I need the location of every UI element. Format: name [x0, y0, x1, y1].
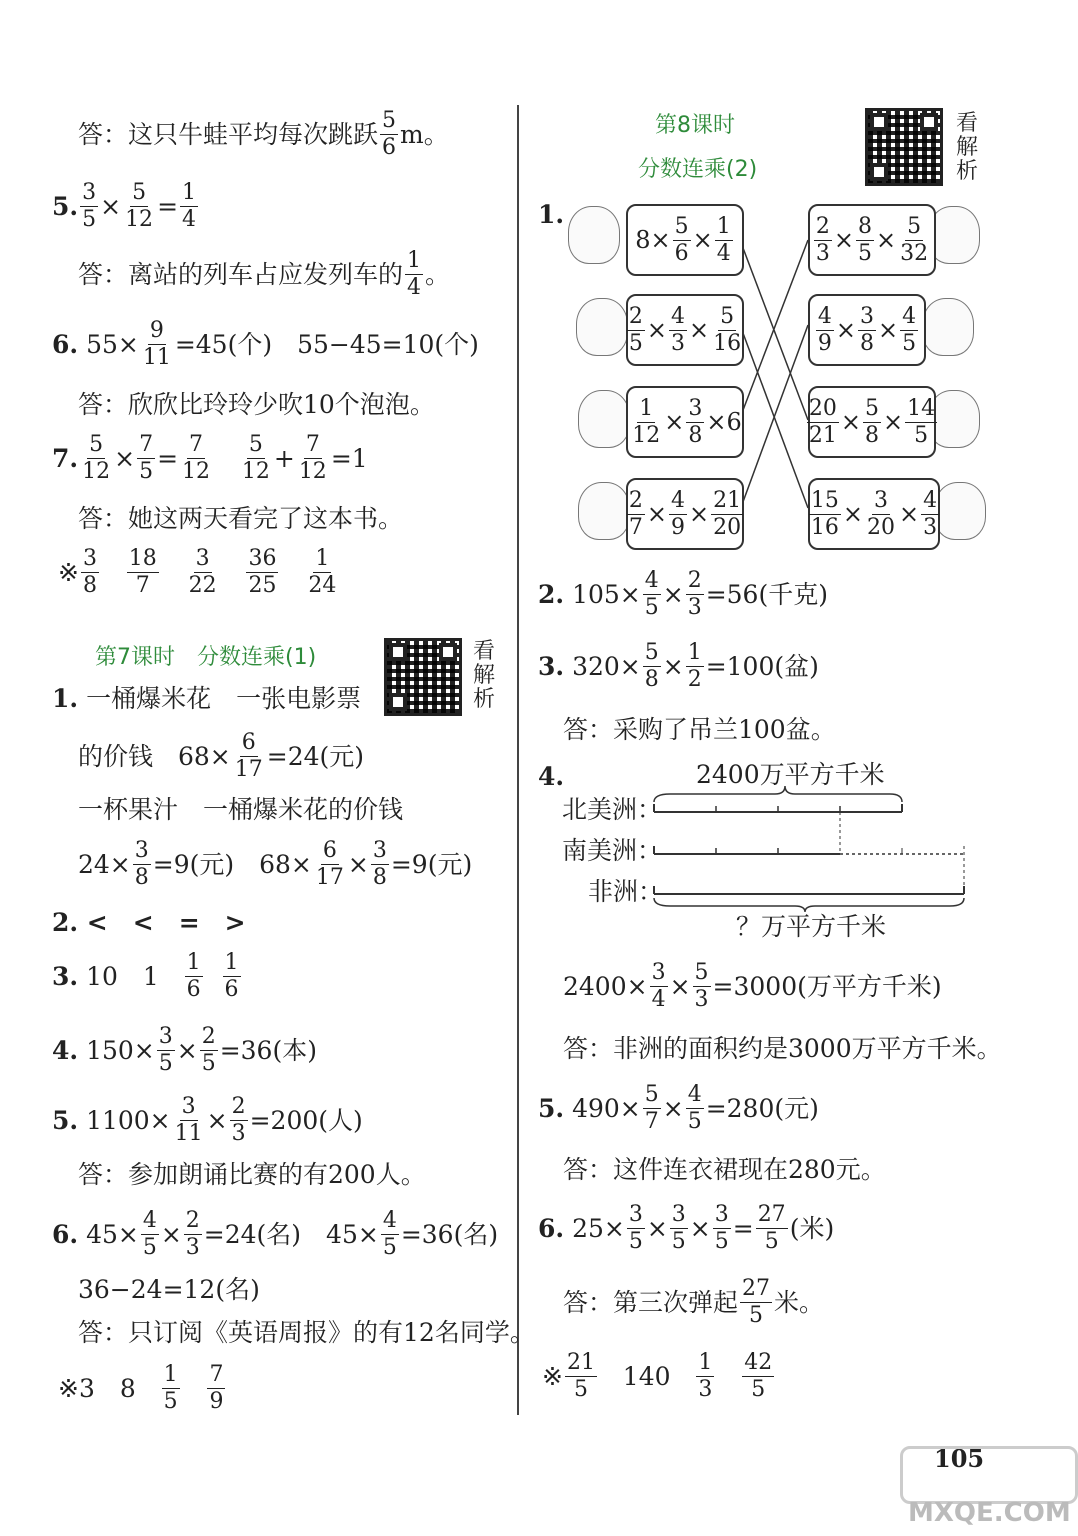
l7-q1-line2: 的价钱 68× $\frac{6}{17}$ =24(元) — [78, 730, 365, 782]
dog-icon — [578, 482, 630, 540]
l7-question-4: 4. 150× $\frac{3}{5}$ × $\frac{2}{5}$ =36(本) — [52, 1024, 317, 1076]
r-question-3: 3. 320× $\frac{5}{8}$ × $\frac{1}{2}$ =100(盆) — [538, 640, 819, 692]
diagram-top-label: 2400万平方千米 — [696, 760, 885, 789]
l7-question-1: 1. 一桶爆米花 一张电影票 — [52, 684, 362, 713]
answer-line: 答：第三次弹起 $\frac{27}{5}$ 米。 — [563, 1276, 825, 1328]
match-box-left[interactable]: $\frac{2}{7}$ × $\frac{4}{9}$ × $\frac{21}{20}$ — [626, 478, 744, 550]
diagram-bottom-label: ？万平方千米 — [736, 912, 887, 941]
match-box-left[interactable]: 8× $\frac{5}{6}$ × $\frac{1}{4}$ — [626, 204, 744, 276]
diagram-row-label: 南美洲： — [562, 836, 663, 865]
l7-q1-line4: 24× $\frac{3}{8}$ =9(元) 68× $\frac{6}{17}$ × $\frac{3}{8}$ =9(元) — [78, 838, 473, 890]
l7-star-answers: ※3 8 $\frac{1}{5}$ $\frac{7}{9}$ — [58, 1362, 224, 1414]
diagram-row-label: 非洲： — [588, 877, 664, 906]
lesson-7-title: 第7课时 分数连乘(1) — [95, 645, 317, 670]
answer-line: 答：非洲的面积约是3000万平方千米。 — [563, 1034, 1002, 1063]
sheep-icon — [576, 298, 628, 356]
l7-question-6: 6. 45× $\frac{4}{5}$ × $\frac{2}{3}$ =24(名) 45× $\frac{4}{5}$ =36(名) — [52, 1208, 499, 1260]
segment-diagram — [640, 782, 970, 912]
l7-question-2: 2. < < = > — [52, 908, 246, 937]
answer-line: 答：离站的列车占应发列车的 $\frac{1}{4}$ 。 — [78, 248, 451, 300]
cat-icon — [568, 206, 620, 264]
qr-code-icon[interactable] — [384, 638, 462, 716]
answer-line: 答：参加朗诵比赛的有200人。 — [78, 1160, 426, 1189]
l7-question-5: 5. 1100× $\frac{3}{11}$ × $\frac{2}{3}$ =200(人) — [52, 1094, 363, 1146]
page-number: 105 — [934, 1444, 985, 1473]
answer-line: 答：她这两天看完了这本书。 — [78, 504, 404, 533]
question-number: 4. — [538, 762, 565, 791]
question-6: 6. 55× $\frac{9}{11}$ =45(个) 55−45=10(个) — [52, 318, 479, 370]
qr-label: 看解析 — [472, 639, 495, 712]
answer-line: 答：欣欣比玲玲少吹10个泡泡。 — [78, 390, 435, 419]
l7-question-3: 3. 10 1 $\frac{1}{6}$ $\frac{1}{6}$ — [52, 950, 239, 1002]
match-box-left[interactable]: $\frac{1}{12}$ × $\frac{3}{8}$ ×6 — [626, 386, 744, 458]
watermark-text: MXQE.COM — [908, 1498, 1071, 1528]
answer-line: 答：采购了吊兰100盆。 — [563, 715, 836, 744]
lesson-8-subtitle: 分数连乘(2) — [638, 157, 758, 182]
r-q4-equation: 2400× $\frac{3}{4}$ × $\frac{5}{3}$ =3000(万平方千米) — [563, 960, 942, 1012]
diagram-row-label: 北美洲： — [562, 795, 663, 824]
lesson-8-title: 第8课时 — [655, 113, 735, 138]
duck-icon — [578, 390, 630, 448]
question-7: 7. $\frac{5}{12}$ × $\frac{7}{5}$ = $\frac{7}{12}$ $\frac{5}{12}$ + $\frac{7}{12}$ =1 — [52, 432, 368, 484]
answer-line: 答：只订阅《英语周报》的有12名同学。 — [78, 1318, 535, 1347]
l7-q1-line3: 一杯果汁 一桶爆米花的价钱 — [78, 795, 404, 824]
question-number: 1. — [538, 200, 565, 229]
question-5: 5. $\frac{3}{5}$ × $\frac{5}{12}$ = $\frac{1}{4}$ — [52, 180, 197, 232]
r-question-6: 6. 25× $\frac{3}{5}$ × $\frac{3}{5}$ × $\frac{3}{5}$ = $\frac{27}{5}$ (米) — [538, 1202, 835, 1254]
match-box-left[interactable]: $\frac{2}{5}$ × $\frac{4}{3}$ × $\frac{5}{16}$ — [626, 294, 744, 366]
squirrel-icon — [922, 298, 974, 356]
monkey-icon — [934, 482, 986, 540]
watermark-logo — [900, 1446, 1078, 1504]
r-star-answers: ※ $\frac{21}{5}$ 140 $\frac{1}{3}$ $\frac{42}{5}$ — [542, 1350, 773, 1402]
match-box-right[interactable]: $\frac{4}{9}$ × $\frac{3}{8}$ × $\frac{4}{5}$ — [808, 294, 926, 366]
r-question-5: 5. 490× $\frac{5}{7}$ × $\frac{4}{5}$ =280(元) — [538, 1082, 819, 1134]
match-box-right[interactable]: $\frac{20}{21}$ × $\frac{5}{8}$ × $\frac{14}{5}$ — [808, 386, 936, 458]
l7-q6-line2: 36−24=12(名) — [78, 1275, 260, 1304]
qr-label: 看解析 — [955, 111, 978, 184]
answer-line: 答：这只牛蛙平均每次跳跃 $\frac{5}{6}$ m。 — [78, 108, 449, 160]
match-box-right[interactable]: $\frac{2}{3}$ × $\frac{8}{5}$ × $\frac{5}{32}$ — [808, 204, 936, 276]
r-question-2: 2. 105× $\frac{4}{5}$ × $\frac{2}{3}$ =56(千克) — [538, 568, 828, 620]
match-box-right[interactable]: $\frac{15}{16}$ × $\frac{3}{20}$ × $\frac{4}{3}$ — [808, 478, 940, 550]
star-answers: ※ $\frac{3}{8}$ $\frac{18}{7}$ $\frac{3}{22}$ $\frac{36}{25}$ $\frac{1}{24}$ — [58, 546, 337, 598]
answer-line: 答：这件连衣裙现在280元。 — [563, 1155, 886, 1184]
